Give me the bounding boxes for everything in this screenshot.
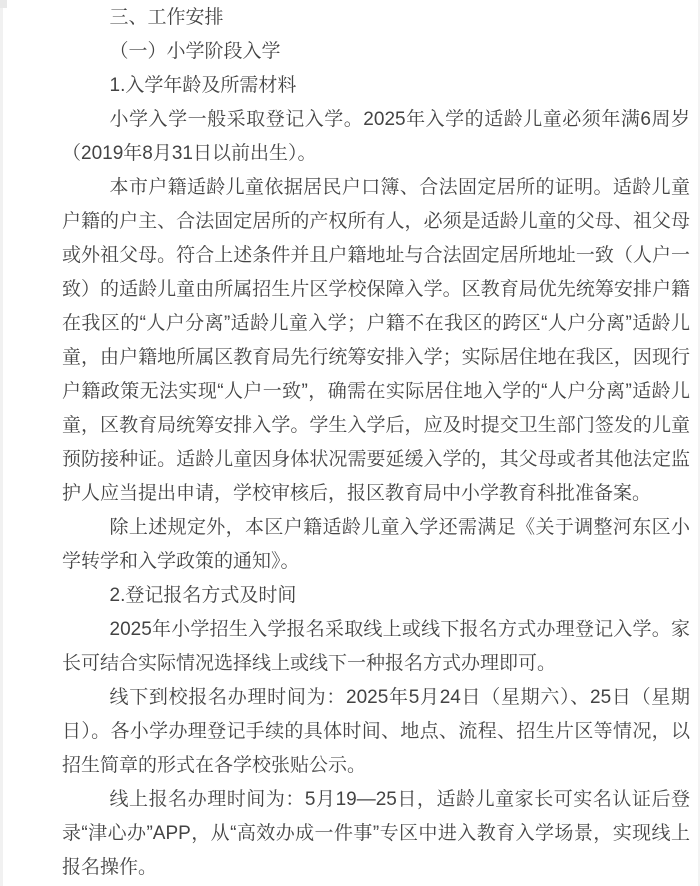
heading-registration-method-time: 2.登记报名方式及时间 (109, 585, 297, 606)
page-corner-artifact (0, 0, 7, 8)
paragraph-additional-requirement: 除上述规定外，本区户籍适龄儿童入学还需满足《关于调整河东区小学转学和入学政策的通知》。 (62, 517, 690, 572)
page-left-edge (0, 0, 3, 886)
paragraph-offline-registration: 线下到校报名办理时间为：2025年5月24日（星期六）、25日（星期日）。各小学办理登记手续的具体时间、地点、流程、招生片区等情况，以招生简章的形式在各学校张贴公示。 (62, 687, 690, 776)
paragraph-online-registration: 线上报名办理时间为：5月19—25日，适龄儿童家长可实名认证后登录“津心办”APP，从“高效办成一件事”专区中进入教育入学场景，实现线上报名操作。 (62, 789, 690, 878)
heading-work-arrangement: 三、工作安排 (109, 7, 224, 28)
heading-primary-school-stage: （一）小学阶段入学 (109, 41, 281, 62)
paragraph-registration-methods: 2025年小学招生入学报名采取线上或线下报名方式办理登记入学。家长可结合实际情况选择线上或线下一种报名方式办理即可。 (62, 619, 690, 674)
paragraph-household-registration-policy: 本市户籍适龄儿童依据居民户口簿、合法固定居所的证明。适龄儿童户籍的户主、合法固定居所的产权所有人，必须是适龄儿童的父母、祖父母或外祖父母。符合上述条件并且户籍地址与合法固定居所地址一致（人户一致）的适龄儿童由所属招生片区学校保障入学。区教育局优先统筹安排户籍在我区的“人户分离”适龄儿童入学；户籍不在我区的跨区“人户分离”适龄儿童，由户籍地所属区教育局先行统筹安排入学；实际居住地在我区，因现行户籍政策无法实现“人户一致”，确需在实际居住地入学的“人户分离”适龄儿童，区教育局统筹安排入学。学生入学后，应及时提交卫生部门签发的儿童预防接种证。适龄儿童因身体状况需要延缓入学的，其父母或者其他法定监护人应当提出申请，学校审核后，报区教育局中小学教育科批准备案。 (62, 177, 690, 504)
heading-age-and-materials: 1.入学年龄及所需材料 (109, 75, 297, 96)
document-content (62, 1, 690, 885)
paragraph-enrollment-age: 小学入学一般采取登记入学。2025年入学的适龄儿童必须年满6周岁（2019年8月31日以前出生）。 (62, 109, 690, 164)
